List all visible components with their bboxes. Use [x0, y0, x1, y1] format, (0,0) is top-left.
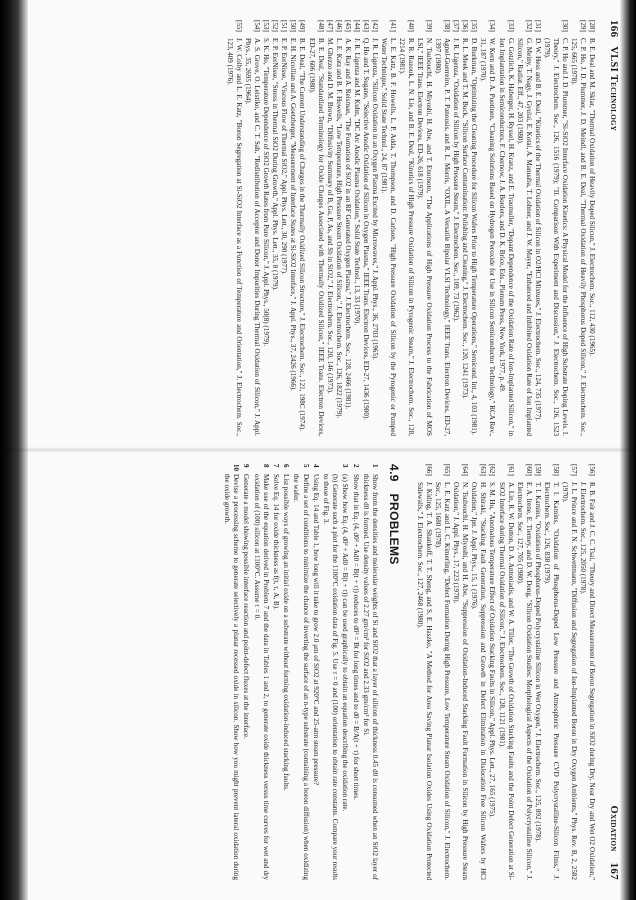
problem-item-text: Solve Eq. 14 for oxide thickness as f(t, τ, A, B). [272, 474, 281, 610]
running-header-right [600, 464, 620, 880]
reference-entry-text: S. K. Ho, "Temperature Dependence of SiO2 Growth Rates from Pure Silicon," J. Appl. Phys., 50(8) (1979). [262, 38, 271, 347]
section-heading [387, 464, 401, 880]
reference-entry-number: [39] [425, 20, 434, 32]
reference-entry-number: [43] [361, 20, 370, 32]
reference-entry-number: [56] [588, 464, 596, 476]
problem-item-text: Devise a processing scheme to generate selectively a planar recessed oxide in silicon. Show how you might prevent lateral oxidation during the oxide growth. [223, 474, 241, 880]
reference-entry-number: [31] [533, 20, 542, 32]
reference-entry-number: [66] [425, 464, 434, 476]
section-title: PROBLEMS [387, 493, 402, 565]
reference-entry [370, 20, 379, 436]
reference-entry [515, 20, 533, 436]
problem-item [251, 464, 269, 880]
reference-entry-text: R. L. Meek and T. M. Buck, "Silicon Surface Contamination: Polishing and Cleaning," J. Electrochem. Soc., 120, 1241 (1973). [461, 38, 470, 399]
reference-entry [542, 464, 560, 880]
reference-entry [469, 20, 478, 436]
reference-entry [415, 20, 433, 436]
reference-entry-number: [61] [506, 464, 515, 476]
reference-entry [225, 20, 243, 436]
page-number-right: 167 [608, 862, 620, 880]
reference-entry-number: [38] [443, 20, 452, 32]
reference-entry-number: [57] [569, 464, 578, 476]
reference-entry [533, 464, 542, 880]
reference-entry-text: J. L. Prince and F. N. Schwettmann, "Diffusion and Segregation of Ion-Implanted Boron in Dry Oxygen Ambients," Phys. Rev. B, 2, 2582 (1970). [560, 482, 578, 880]
reference-entry-text: J. R. Ligenza and M. Kuhn, "DC Arc Anodic Plasma Oxidation," Solid State Technol., 13, 33 (1970). [352, 38, 361, 326]
reference-entry-number: [40] [407, 20, 416, 32]
problem-item-text: Make use of the equation derived in Problem 7 and the data in Tables 1 and 2, to generate oxide thickness versus time curves for wet and dry oxidation of (100) silicon at 1100°C. Assume τ = 0. [252, 474, 270, 880]
reference-entry-text: C. P. Ho, J. D. Plummer, J. D. Meindl, and B. E. Deal, "Thermal Oxidation of Heavily Phosphorus Doped Silicon," J. Electrochem. Soc., 125, 665 (1978). [569, 38, 587, 436]
reference-entry-number: [54] [253, 20, 262, 32]
reference-entry [361, 20, 370, 436]
problem-item-number: 6 [282, 464, 291, 468]
reference-entry-number: [49] [298, 20, 307, 32]
reference-entry-text: M. Ghezzo and D. M. Brown, "Diffusivity Summary of B, Ga, P, As, and Sb in SiO2," J. Electrochem. Soc., 120, 146 (1973). [325, 38, 334, 394]
reference-entry-text: B. E. Deal, "The Current Understanding of Charges in the Thermally Oxidized Silicon Structure," J. Electrochem. Soc., 121, 198C (1974). [298, 38, 307, 432]
reference-entry-number: [52] [271, 20, 280, 32]
reference-entry [270, 20, 279, 436]
reference-entry [397, 20, 415, 436]
reference-entry [288, 20, 297, 436]
reference-entry-text: C. P. Ho and J. D. Plummer, "Si-SiO2 Interface Oxidation Kinetics: A Physical Model for the Influence of High Substrate Doping Levels. I. Theory," J. Electrochem. Soc., 126, 1516 (1979); "II. Comparison With Experiment and Discussion," J. Electrochem. Soc., 126, 1523 (1979). [542, 38, 569, 436]
reference-entry-number: [48] [316, 20, 325, 32]
section-number: 4.9 [387, 464, 402, 482]
reference-entry-number: [64] [461, 464, 470, 476]
running-header-left [600, 20, 620, 436]
problem-item [271, 464, 280, 880]
reference-entry [307, 20, 325, 436]
reference-entry [460, 20, 469, 436]
reference-list-right [415, 464, 596, 880]
reference-entry [478, 20, 496, 436]
reference-entry-text: R. R. Razouk, L. N. Lie, and B. E. Deal, "Kinetics of High Pressure Oxidation of Silicon in Pyrogenic Steam," J. Electrochem. Soc., 128, 2214 (1981). [398, 38, 416, 436]
reference-entry-text: E. A. Irene, E. Tierney, and D. W. Dong, "Silicon Oxidation Studies: Morphological Aspects of the Oxidation of Polycrystalline Silicon," J. Electrochem. Soc., 127, 705 (1980). [515, 482, 533, 880]
reference-entry-text: J. R. Ligenza, "Silicon Oxidation in an Oxygen Plasma Excited by Microwaves," J. Appl. Phys., 36, 2703 (1965). [370, 38, 379, 361]
reference-entry-text: Q. Ho and T. Sugano, "Selective Anodic Oxidation of Silicon in Oxygen Plasma," IEEE Trans. Electron Devices, ED-27, 1436 (1980). [361, 38, 370, 421]
problem-item [350, 464, 359, 880]
reference-entry [433, 20, 451, 436]
problem-item-number: 8 [261, 464, 270, 468]
problem-item [241, 464, 250, 880]
reference-entry-number: [45] [343, 20, 352, 32]
reference-entry-number: [30] [560, 20, 569, 32]
reference-entry-number: [50] [289, 20, 298, 32]
reference-entry-number: [63] [479, 464, 488, 476]
problem-item-text: List possible ways of growing an initial oxide on a substrate without forming oxidation-induced stacking faults. [282, 474, 291, 791]
problem-item [321, 464, 339, 880]
page-number-left: 166 [608, 20, 620, 38]
reference-entry-number: [47] [325, 20, 334, 32]
reference-entry-text: B. E. Deal and M. Sklar, "Thermal Oxidation of Heavily Doped Silicon," J. Electrochem. Soc., 112, 430 (1965). [588, 38, 596, 357]
reference-entry-text: J. R. Ligenza, "Oxidation of Silicon by High Pressure Steam," J. Electrochem. Soc., 109, 73 (1962). [452, 38, 461, 322]
reference-entry-text: L. E. Katz, B. F. Howells, L. P. Adda, T. Thompson, and D. Carlson, "High Pressure Oxidation of Silicon by the Pyrogenic or Pumped Water Technique," Solid State Technol., 24, 87 (1981). [379, 38, 397, 436]
reference-entry-text: D. W. Hess and B. E. Deal, "Kinetics of the Thermal Oxidation of Silicon in O2/HCl Mixtures," J. Electrochem. Soc., 124, 735 (1977). [533, 38, 542, 422]
reference-entry-number: [28] [588, 20, 596, 32]
reference-entry [279, 20, 288, 436]
reference-entry [496, 464, 514, 880]
reference-entry-text: A. Lin, R. W. Dutton, D. A. Antoniadis, and W. A. Tiller, "The Growth of Oxidation Stacking Faults and the Point Defect Generation at Si-SiO2 Interface during Thermal Oxidation of Silicon," J. Electrochem. Soc., 128, 1121 (1981). [497, 482, 515, 880]
problem-list [222, 464, 379, 880]
problem-item-number: 7 [272, 464, 281, 468]
reference-entry [542, 20, 569, 436]
reference-entry-text: E. P. EerNisse, "Stress in Thermal SiO2 During Growth," Appl. Phys. Lett., 35, 8 (1979). [271, 38, 280, 291]
reference-entry [451, 20, 460, 436]
problem-item [281, 464, 290, 880]
reference-entry-number: [41] [388, 20, 397, 32]
reference-entry [515, 464, 533, 880]
reference-entry [352, 20, 361, 436]
reference-entry-text: J. W. Colby and L. E. Katz, "Boron Segregation at Si-SiO2 Interface as a Function of Temperature and Orientation," J. Electrochem. Soc., 123, 409 (1976). [226, 38, 244, 436]
reference-entry [433, 464, 451, 880]
problem-item [291, 464, 309, 880]
reference-entry-number: [46] [334, 20, 343, 32]
running-title-right: Oxidation [608, 805, 619, 852]
reference-entry [379, 20, 397, 436]
reference-entry [297, 20, 306, 436]
reference-entry-text: N. Tsubouchi, H. Miyoshi, and H. Abe, "Suppression of Oxidation-Induced Stacking Fault Formation in Silicon by High Pressure Steam Oxidation," J. Appl. Phys., 17, 223 (1978). [452, 482, 470, 880]
reference-entry-number: [35] [470, 20, 479, 32]
reference-entry-text: L. E. Katz and B. F. Howells, "Low Temperature, High Pressure Steam Oxidation of Silicon," J. Electrochem. Soc., 126, 1822 (1979). [334, 38, 343, 419]
running-title-left: VLSI Technology [608, 46, 619, 132]
reference-entry-number: [44] [352, 20, 361, 32]
reference-entry-text: T. I. Kamins, "Oxidation of Phosphorus-Doped Low Pressure and Atmospheric Pressure CVD Polycrystalline-Silicon Films," J. Electrochem. Soc., 126, 838 (1979). [542, 482, 560, 880]
reference-entry-number: [33] [506, 20, 515, 32]
problem-item [311, 464, 320, 880]
reference-entry [496, 20, 514, 436]
problem-item-number: 3 [341, 464, 350, 468]
problem-item [340, 464, 349, 880]
right-page [0, 450, 636, 900]
reference-entry [343, 20, 352, 436]
reference-entry [469, 464, 487, 880]
reference-entry-text: A. S. Grove, O. Leistiko, and C. T. Sah, "Redistribution of Acceptor and Donor Impurities During Thermal Oxidation of Silicon," J. Appl. Phys., 35, 2695 (1964). [244, 38, 262, 436]
problem-item-number: 2 [351, 464, 360, 468]
reference-entry-text: J. Kiding, T. A. Shankoff, T. T. Sheng, and S. E. Haszko, "A Method for Area Saving Planar Isolation Oxides Using Oxidation Protected Sidewalls," J. Electrochem. Soc., 127, 2468 (1980). [416, 482, 434, 880]
reference-entry-text: R. B. Fair and J. C. C. Tsai, "Theory and Direct Measurement of Boron Segregation in SiO2 during Dry, Near Dry and Wet O2 Oxidation," J. Electrochem. Soc., 125, 2050 (1978). [578, 482, 596, 880]
reference-entry-text: G. Gotzlich, K. Haberger, H. Ryssel, H. Kranz, and E. Traumuller, "Dopant Dependence of the Oxidation Rate of Ion-Implanted Silicon," in Ion Implantation in Semiconductors, F. Chernow, J. A. Borders, and D. K. Brice, Eds., Plenum Press, New York, 1977, p. 49. [497, 38, 515, 436]
problem-item-text: Show that in Eq. (4, d0² + Ad0 = B(t + τ)) reduces to d0² = Bt for long times and to d0 = B/A(t + τ) for short times. [351, 474, 360, 800]
reference-entry [334, 20, 343, 436]
reference-entry [415, 464, 433, 880]
reference-entry-number: [36] [461, 20, 470, 32]
reference-entry-number: [62] [488, 464, 497, 476]
reference-entry [560, 464, 578, 880]
reference-list-left [225, 20, 596, 436]
reference-entry-text: D. Burkman, "Optimizing the Cleaning Procedure for Silicon Wafers Prior to High Temperature Operations," Semicond. Int., 4, 103 (1981). [470, 38, 479, 435]
problem-item-text: Define a set of conditions to minimize the chance of inverting the surface of an n-type substrate (containing a boron diffusion) when oxidizing the wafer. [292, 474, 310, 880]
reference-entry-text: N. Tsubouchi, H. Miyoshi, H. Abe, and T. Enomoto, "The Applications of High Pressure Oxidation Process to the Fabrication of MOS LSI," IEEE Trans. Electron Devices, ED-26, 618 (1979). [416, 38, 434, 436]
reference-entry-text: L. E. Katz and L. C. Kimerling, "Defect Formation During High Pressure, Low Temperature Steam Oxidation of Silicon," J. Electrochem. Soc., 125, 1680 (1978). [434, 482, 452, 880]
problem-item-text: Show from the densities and molecular weights of Si and SiO2 that a layer of silicon of thickness 0.45 d0 is consumed when an SiO2 layer of thickness d0 is formed. Use density values of 2.27 gm/cm³ for SiO2 and 2.33 gm/cm³ for Si. [361, 474, 380, 880]
problem-item [222, 464, 240, 880]
reference-entry-number: [59] [533, 464, 542, 476]
reference-entry [578, 464, 596, 880]
reference-entry-text: G. Meiny, T. Nagy, J. Gyulai, E. Kotai, A. Manuaba, T. Lohner, and J. W. Mayer, "Enhanced and Inhibited Oxidation Rate of Ion Implanted Silicon," Radiat. Eff., 47, 203 (1980). [515, 38, 533, 436]
reference-entry-text: T. I. Kamins, "Oxidation of Phosphorus-Doped Polycrystalline Silicon in Wet Oxygen," J. Electrochem. Soc., 125, 892 (1978). [533, 482, 542, 842]
reference-entry-text: W. Kern and D. A. Puotinen, "Cleaning Solutions Based on Hydrogen Peroxide for Use in Silicon Semiconductor Technology," RCA Rev., 31, 187 (1970). [479, 38, 497, 436]
reference-entry [243, 20, 261, 436]
reference-entry-number: [37] [452, 20, 461, 32]
reference-entry-text: B. E. Deal, "Standardized Terminology for Oxide Charges Associated with Thermally Oxidized Silicon," IEEE Trans. Electron Devices, ED-27, 606 (1980). [307, 38, 325, 436]
reference-entry-number: [34] [488, 20, 497, 32]
problem-item-number: 5 [301, 464, 310, 468]
reference-entry-text: E. H. Nicollian and A. Goetzberger, "Measurement of Interface States at Si-SiO2 Interface," J. Appl. Phys., 37, 2426 (1966). [289, 38, 298, 392]
reference-entry-number: [55] [235, 20, 244, 32]
problem-item-number: 4 [311, 464, 320, 468]
reference-entry [587, 20, 596, 436]
problem-item-text: Using Eq. 14 and Table 1, how long will it take to grow 2.0 μm of SiO2 at 920°C and 25-atm steam pressure? [311, 474, 320, 786]
reference-entry-number: [29] [578, 20, 587, 32]
reference-entry-text: E. P. EerNisse, "Viscous Flow of Thermal SiO2," Appl. Phys. Lett., 30, 290 (1977). [280, 38, 289, 275]
reference-entry-number: [65] [443, 464, 452, 476]
reference-entry-text: Agnel-Guerreiro, P. T. Panousis, and R. L. Morris, "OXIL, A Versatile Bipolar VLSI Technology," IEEE Trans. Electron Devices, ED-27, 1397 (1980). [434, 38, 452, 436]
reference-entry-text: S. M. Hu, "Anomalous Temperature Effect of Oxidation Stacking Faults in Silicon," Appl. Phys. Lett., 27, 165 (1975). [488, 482, 497, 818]
reference-entry [487, 464, 496, 880]
reference-entry-number: [58] [551, 464, 560, 476]
reference-entry [533, 20, 542, 436]
problem-item-number: 1 [371, 464, 380, 468]
reference-entry-number: [32] [524, 20, 533, 32]
reference-entry-text: H. Shiraki, "Stacking Fault Generation, Suppression and Growth in Defect Elimination in Dislocation Free Silicon Wafers by HCl Oxidation," Jpn. J. Appl. Phys., 15, 1 (1976). [470, 482, 488, 880]
problem-item-text: Generate a model showing possible interface reaction and point-defect fluxes at the interface. [242, 474, 251, 739]
reference-entry-number: [42] [370, 20, 379, 32]
problem-item-text: (b) Generate such a plot for the 1100°C oxidation data of Fig. 5. Use τ = 0 and (100) orientation to obtain rate constants. Compare your results to those of Fig. 3. [322, 474, 340, 880]
reference-entry [261, 20, 270, 436]
reference-entry [325, 20, 334, 436]
reference-entry-number: [60] [524, 464, 533, 476]
reference-entry [569, 20, 587, 436]
problem-item-text: (a) Show how Eq. (4, d0² + Ad0 = B(t + τ)) can be used graphically to obtain an equation describing the oxidation rate. [341, 474, 350, 812]
reference-entry-text: A. K. Ray and A. Reisman, "The Formation of SiO2 in an RF Generated Oxygen Plasma," J. Electrochem. Soc., 128, 2466 (1981). [343, 38, 352, 410]
problem-item-number: 10 [232, 464, 241, 472]
reference-entry-number: [53] [262, 20, 271, 32]
problem-item-number: 9 [242, 464, 251, 468]
problem-item [361, 464, 379, 880]
reference-entry-number: [51] [280, 20, 289, 32]
reference-entry [451, 464, 469, 880]
